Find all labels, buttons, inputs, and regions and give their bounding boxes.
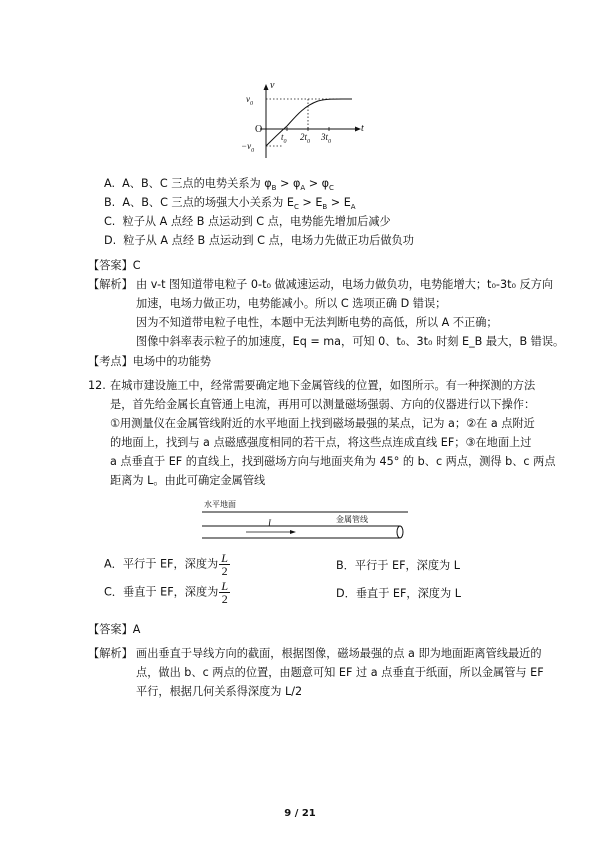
q12-analysis-line: 画出垂直于导线方向的截面，根据图像，磁场最强的点 a 即为地面距离管线最近的 xyxy=(136,647,542,660)
q12-option-c: C．垂直于 EF，深度为 $\frac{L}{2}$ xyxy=(104,579,229,606)
pipe-end xyxy=(397,526,403,538)
v0-label: $v_0$ xyxy=(246,94,253,107)
q11-analysis-line: 加速，电场力做正功，电势能减小。所以 C 选项正确 D 错误； xyxy=(136,297,447,310)
page-number: 9 / 21 xyxy=(284,808,316,819)
q11-analysis-line: 图像中斜率表示粒子的加速度，Eq = ma，可知 0、t₀、3t₀ 时刻 E_B 最大，B 错误。 xyxy=(136,335,565,348)
q11-option-a: A. A、B、C 三点的电势关系为 $\varphi_B > \varphi_A > \varphi_C$ xyxy=(104,177,334,193)
point-tag: 【考点】 xyxy=(88,355,133,368)
v-axis-arrow xyxy=(264,84,269,90)
vt-graph xyxy=(240,82,370,162)
q12-number: 12. xyxy=(88,379,106,392)
pipe-label: 金属管线 xyxy=(336,515,368,524)
q12-analysis-tag: 【解析】 xyxy=(88,647,133,660)
point-value: 电场中的功能势 xyxy=(132,355,212,368)
q12-stem-line: a 点垂直于 EF 的直线上，找到磁场方向与地面夹角为 45° 的 b、c 两点，测得 b、c 两点 xyxy=(110,455,556,468)
neg-v0-label: $-v_0$ xyxy=(241,141,255,154)
answer-tag: 【答案】 xyxy=(88,259,133,272)
t2-label: $2t_0$ xyxy=(300,132,311,145)
pipe-figure xyxy=(200,500,420,548)
t1-label: $t_0$ xyxy=(281,132,287,145)
q12-stem-line: ①用测量仪在金属管线附近的水平地面上找到磁场最强的某点，记为 a；②在 a 点附近 xyxy=(110,417,535,430)
q11-answer xyxy=(88,258,141,275)
ground-label: 水平地面 xyxy=(204,500,236,509)
q11-option-b: B. A、B、C 三点的场强大小关系为 $E_C > E_B > E_A$ xyxy=(104,196,356,212)
q12-analysis-line: 点，做出 b、c 两点的位置，由题意可知 EF 过 a 点垂直于纸面，所以金属管与 EF xyxy=(136,666,544,679)
q12-stem-line: 的地面上，找到与 a 点磁感强度相同的若干点，将这些点连成直线 EF；③在地面上过 xyxy=(110,436,532,449)
q11-analysis-line: 由 v-t 图知道带电粒子 0-t₀ 做减速运动，电场力做负功，电势能增大；t₀-3t₀ 反方向 xyxy=(136,278,554,291)
q12-option-d: D．垂直于 EF，深度为 L xyxy=(336,587,461,600)
q12-stem-line: 距离为 L。由此可确定金属管线 xyxy=(110,474,266,487)
q12-stem-line: 是，首先给金属长直管通上电流，再用可以测量磁场强弱、方向的仪器进行以下操作： xyxy=(110,398,536,411)
q12-option-a: A．平行于 EF，深度为 $\frac{L}{2}$ xyxy=(104,551,228,578)
answer-tag: 【答案】 xyxy=(88,623,133,636)
q11-analysis-line: 因为不知道带电粒子电性，本题中无法判断电势的高低，所以 A 不正确； xyxy=(136,316,498,329)
q11-option-d: D. 粒子从 A 点经 B 点运动到 C 点，电场力先做正功后做负功 xyxy=(104,234,414,247)
q12-analysis-line: 平行，根据几何关系得深度为 L/2 xyxy=(136,685,303,698)
q11-option-c: C. 粒子从 A 点经 B 点运动到 C 点，电势能先增加后减少 xyxy=(104,215,391,228)
q11-analysis-tag: 【解析】 xyxy=(88,278,133,291)
v-axis-label: v xyxy=(270,80,275,91)
q12-option-b: B．平行于 EF，深度为 L xyxy=(336,559,461,572)
current-label: I xyxy=(268,518,271,528)
t-axis-label: t xyxy=(361,123,364,134)
q12-stem-line: 在城市建设施工中，经常需要确定地下金属管线的位置，如图所示。有一种探测的方法 xyxy=(110,379,536,392)
answer-value: A xyxy=(132,623,141,636)
answer-value: C xyxy=(132,259,141,272)
origin-label: O xyxy=(255,124,263,135)
q11-point xyxy=(88,354,211,371)
q12-answer xyxy=(88,622,140,639)
t3-label: $3t_0$ xyxy=(321,132,332,145)
current-arrow-head xyxy=(290,530,296,534)
